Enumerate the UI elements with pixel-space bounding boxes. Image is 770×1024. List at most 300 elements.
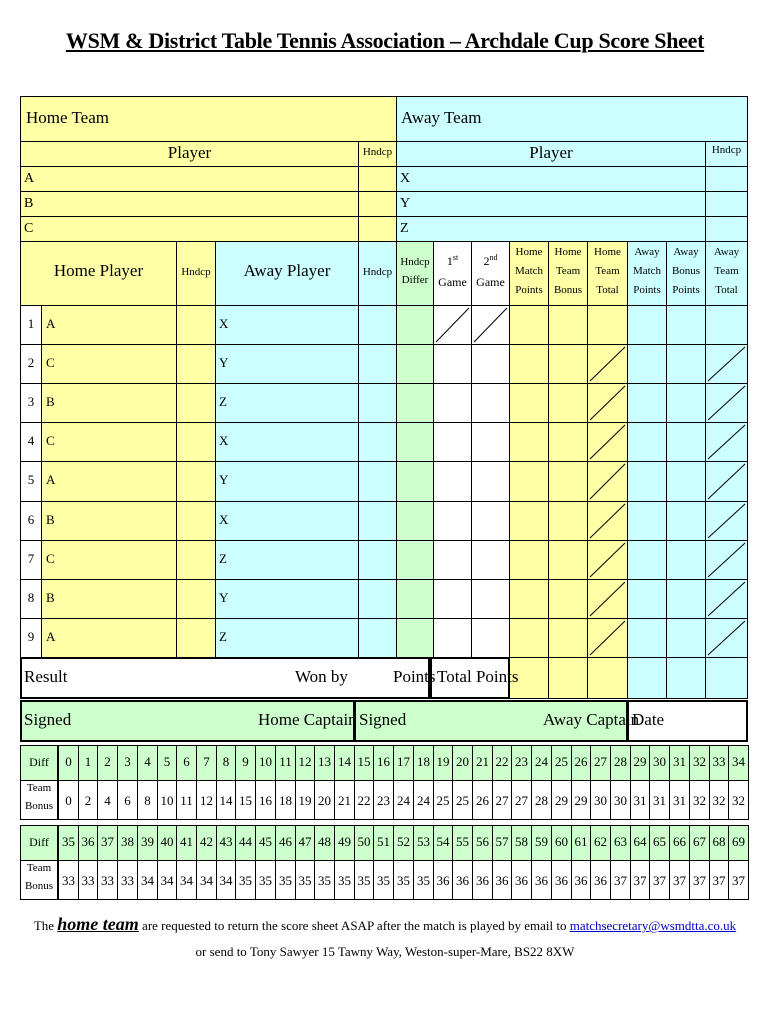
bonus-value: 36 <box>594 873 607 888</box>
hndcp-differ-cell[interactable] <box>396 305 434 345</box>
away-bonus-points-cell[interactable] <box>666 618 706 658</box>
home-match-points-label-3: Points <box>515 284 543 296</box>
away-match-points-cell[interactable] <box>627 344 667 384</box>
bonus-value: 31 <box>653 793 666 808</box>
home-player-letter: B <box>24 196 34 211</box>
bonus-value: 33 <box>121 873 134 888</box>
home-hndcp-cell[interactable] <box>176 344 216 384</box>
bonus-value: 30 <box>594 793 607 808</box>
bonus-value: 37 <box>633 873 647 888</box>
away-hndcp-cell[interactable] <box>358 383 397 423</box>
diff-value: 61 <box>574 834 588 849</box>
bonus-value: 24 <box>417 793 430 808</box>
bonus-value: 29 <box>555 793 568 808</box>
diff-value: 27 <box>594 754 607 769</box>
second-game-cell[interactable] <box>471 461 510 502</box>
first-game-label: Game <box>438 275 467 289</box>
void-diagonal <box>705 422 748 462</box>
home-hndcp-label: Hndcp <box>362 146 393 158</box>
void-diagonal <box>433 305 472 345</box>
bonus-value: 37 <box>614 873 627 888</box>
hndcp-differ-cell[interactable] <box>396 618 434 658</box>
diff-value: 30 <box>653 754 666 769</box>
diff-value: 45 <box>259 834 272 849</box>
second-game-number <box>471 253 510 269</box>
first-game-cell[interactable] <box>433 579 472 619</box>
diff-value: 13 <box>318 754 331 769</box>
away-hndcp-col-label: Hndcp <box>362 266 393 278</box>
home-player-row[interactable] <box>20 216 359 242</box>
away-player-row[interactable] <box>396 191 706 217</box>
away-hndcp-cell[interactable] <box>705 166 748 192</box>
home-team-bonus-cell[interactable] <box>548 422 588 462</box>
match-number: 4 <box>27 433 35 448</box>
diff-value: 49 <box>338 834 351 849</box>
diff-value: 35 <box>62 834 75 849</box>
bonus-value: 32 <box>693 793 706 808</box>
diff-value: 36 <box>81 834 95 849</box>
away-bonus-points-cell[interactable] <box>666 344 706 384</box>
match-away-letter: X <box>219 433 229 448</box>
home-player-cell[interactable] <box>41 461 177 502</box>
diff-value: 50 <box>357 834 371 849</box>
bonus-value: 36 <box>515 873 528 888</box>
void-diagonal <box>587 501 628 541</box>
away-hndcp-cell[interactable] <box>358 422 397 462</box>
match-home-letter: A <box>46 316 56 331</box>
diff-value: 54 <box>436 834 450 849</box>
away-team-label: Away Team <box>401 108 482 127</box>
home-match-points-cell[interactable] <box>509 422 549 462</box>
diff-value: 10 <box>259 754 272 769</box>
home-match-points-cell[interactable] <box>509 501 549 541</box>
away-match-points-cell[interactable] <box>627 618 667 658</box>
home-hndcp-cell[interactable] <box>176 305 216 345</box>
home-team-bonus-cell[interactable] <box>548 501 588 541</box>
bonus-value: 33 <box>81 873 95 888</box>
away-captain-label: Away Captain <box>543 710 640 729</box>
bonus-value: 34 <box>160 873 174 888</box>
diff-value: 69 <box>732 834 745 849</box>
away-player-row[interactable] <box>396 216 706 242</box>
diff-value: 14 <box>338 754 351 769</box>
diff-value: 52 <box>397 834 410 849</box>
diff-value: 68 <box>712 834 726 849</box>
diff-value: 25 <box>555 754 568 769</box>
home-team-total-label-3: Total <box>596 284 619 296</box>
away-bonus-points-label-1: Away <box>673 246 699 258</box>
result-row <box>20 657 430 699</box>
bonus-value: 37 <box>712 873 726 888</box>
away-player-col-label: Away Player <box>243 261 331 280</box>
home-hndcp-cell[interactable] <box>176 422 216 462</box>
away-hndcp-label: Hndcp <box>711 144 742 156</box>
diff-value: 6 <box>183 754 190 769</box>
away-match-points-cell[interactable] <box>627 383 667 423</box>
home-team-bonus-cell[interactable] <box>548 579 588 619</box>
away-result-total[interactable] <box>705 657 748 699</box>
away-team-total-label-2: Team <box>714 265 739 277</box>
home-player-letter: C <box>24 221 34 236</box>
void-diagonal <box>587 383 628 423</box>
diff-value: 17 <box>397 754 410 769</box>
diff-value: 32 <box>693 754 706 769</box>
home-player-cell[interactable] <box>41 540 177 580</box>
home-match-points-cell[interactable] <box>509 305 549 345</box>
team-bonus-label-1: Team <box>26 862 52 874</box>
game-number: 2 <box>483 254 490 268</box>
bonus-value: 24 <box>397 793 410 808</box>
away-bonus-points-cell[interactable] <box>666 422 706 462</box>
game-number: 1 <box>446 254 453 268</box>
away-bonus-points-cell[interactable] <box>666 383 706 423</box>
match-number: 5 <box>27 472 35 487</box>
diff-value: 48 <box>318 834 331 849</box>
away-player-cell[interactable] <box>215 383 359 423</box>
home-player-cell[interactable] <box>41 579 177 619</box>
home-team-bonus-cell[interactable] <box>548 461 588 502</box>
bonus-value: 31 <box>633 793 647 808</box>
void-diagonal <box>705 540 748 580</box>
second-game-cell[interactable] <box>471 579 510 619</box>
bonus-value: 32 <box>732 793 745 808</box>
diff-value: 26 <box>574 754 588 769</box>
bonus-value: 35 <box>239 873 252 888</box>
away-player-row[interactable] <box>396 166 706 192</box>
home-hndcp-cell[interactable] <box>176 461 216 502</box>
away-match-points-cell[interactable] <box>627 501 667 541</box>
home-hndcp-cell[interactable] <box>176 383 216 423</box>
bonus-value: 18 <box>279 793 292 808</box>
match-home-letter: C <box>46 433 55 448</box>
first-game-cell[interactable] <box>433 383 472 423</box>
match-number: 9 <box>27 629 35 644</box>
home-match-points-cell[interactable] <box>509 461 549 502</box>
void-diagonal <box>587 344 628 384</box>
away-player-letter: Y <box>400 196 411 211</box>
away-bonus-points-cell[interactable] <box>666 579 706 619</box>
away-bonus-points-cell[interactable] <box>666 540 706 580</box>
match-number: 6 <box>27 512 35 527</box>
away-bonus-points-cell[interactable] <box>666 501 706 541</box>
footer-address: Tony Sawyer 15 Tawny Way, Weston-super-Mare, BS22 8XW <box>249 944 575 959</box>
bonus-value: 35 <box>417 873 430 888</box>
diff-value: 64 <box>633 834 647 849</box>
bonus-value: 37 <box>673 873 686 888</box>
away-player-cell[interactable] <box>215 501 359 541</box>
hndcp-differ-cell[interactable] <box>396 344 434 384</box>
match-away-letter: Z <box>219 629 227 644</box>
home-match-points-cell[interactable] <box>509 579 549 619</box>
away-player-cell[interactable] <box>215 461 359 502</box>
home-team-total-label-1: Home <box>594 246 621 258</box>
bonus-value: 32 <box>712 793 726 808</box>
diff-value: 33 <box>712 754 726 769</box>
away-match-points-label-3: Points <box>633 284 661 296</box>
game-suffix: st <box>452 253 459 262</box>
diff-value: 5 <box>163 754 171 769</box>
diff-value: 0 <box>65 754 72 769</box>
away-bonus-points-label-2: Bonus <box>671 265 701 277</box>
home-player-label: Player <box>167 143 212 162</box>
home-hndcp-cell[interactable] <box>358 191 397 217</box>
home-match-points-cell[interactable] <box>509 383 549 423</box>
home-match-points-cell[interactable] <box>509 540 549 580</box>
away-player-label: Player <box>529 143 573 162</box>
home-hndcp-cell[interactable] <box>358 166 397 192</box>
away-team-total-label-3: Total <box>715 284 738 296</box>
bonus-value: 35 <box>377 873 390 888</box>
diff-value: 60 <box>555 834 568 849</box>
hndcp-differ-label-2: Differ <box>401 274 429 286</box>
bonus-value: 15 <box>239 793 252 808</box>
away-hndcp-cell[interactable] <box>358 501 397 541</box>
footer-line-1 <box>0 914 770 935</box>
match-away-letter: X <box>219 512 229 527</box>
second-game-cell[interactable] <box>471 501 510 541</box>
match-away-letter: Y <box>219 472 229 487</box>
away-player-letter: X <box>400 171 411 186</box>
away-hndcp-cell[interactable] <box>358 305 397 345</box>
away-hndcp-cell[interactable] <box>358 540 397 580</box>
second-game-cell[interactable] <box>471 540 510 580</box>
away-hndcp-cell[interactable] <box>358 579 397 619</box>
signed-away-label: Signed <box>359 710 407 729</box>
home-match-points-cell[interactable] <box>509 344 549 384</box>
bonus-value: 28 <box>535 793 548 808</box>
hndcp-differ-cell[interactable] <box>396 579 434 619</box>
second-game-cell[interactable] <box>471 344 510 384</box>
bonus-value: 36 <box>476 873 489 888</box>
away-match-points-label-2: Match <box>632 265 662 277</box>
first-game-cell[interactable] <box>433 501 472 541</box>
email-link[interactable]: matchsecretary@wsmdtta.co.uk <box>569 918 737 933</box>
bonus-value: 36 <box>456 873 469 888</box>
diff-value: 8 <box>222 754 230 769</box>
home-hndcp-cell[interactable] <box>176 618 216 658</box>
home-player-cell[interactable] <box>41 501 177 541</box>
second-game-cell[interactable] <box>471 383 510 423</box>
home-match-points-label-2: Match <box>514 265 544 277</box>
match-away-letter: Z <box>219 394 227 409</box>
home-player-cell[interactable] <box>41 618 177 658</box>
first-game-cell[interactable] <box>433 422 472 462</box>
diff-value: 40 <box>160 834 174 849</box>
home-hndcp-cell[interactable] <box>176 540 216 580</box>
bonus-value: 25 <box>436 793 450 808</box>
hndcp-differ-cell[interactable] <box>396 501 434 541</box>
footer-text-send: or send to <box>195 944 247 959</box>
bonus-value: 36 <box>436 873 450 888</box>
void-diagonal <box>705 618 748 658</box>
bonus-value: 35 <box>397 873 410 888</box>
void-diagonal <box>587 618 628 658</box>
away-match-points-cell[interactable] <box>627 540 667 580</box>
home-team-total-cell[interactable] <box>587 305 628 345</box>
second-game-label: Game <box>476 275 505 289</box>
diff-value: 62 <box>594 834 607 849</box>
home-hndcp-cell[interactable] <box>358 216 397 242</box>
points-label: Points <box>393 667 436 686</box>
first-game-cell[interactable] <box>433 540 472 580</box>
home-team-bonus-cell[interactable] <box>548 344 588 384</box>
match-number: 1 <box>27 316 35 331</box>
bonus-value: 35 <box>279 873 292 888</box>
total-points-label: Total Points <box>437 667 519 686</box>
away-hndcp-cell[interactable] <box>705 191 748 217</box>
away-team-total-cell[interactable] <box>705 305 748 345</box>
diff-value: 22 <box>495 754 509 769</box>
diff-value: 20 <box>456 754 469 769</box>
diff-value: 31 <box>673 754 686 769</box>
diff-value: 11 <box>279 754 292 769</box>
bonus-value: 29 <box>574 793 588 808</box>
first-game-cell[interactable] <box>433 618 472 658</box>
result-label: Result <box>24 667 68 686</box>
home-player-letter: A <box>24 171 35 186</box>
team-bonus-label-1: Team <box>26 782 52 794</box>
diff-value: 19 <box>436 754 450 769</box>
date-label: Date <box>632 710 665 729</box>
home-team-bonus-cell[interactable] <box>548 618 588 658</box>
void-diagonal <box>587 422 628 462</box>
first-game-cell[interactable] <box>433 461 472 502</box>
won-by-label: Won by <box>295 667 348 686</box>
bonus-value: 33 <box>101 873 114 888</box>
away-player-cell[interactable] <box>215 422 359 462</box>
diff-value: 21 <box>476 754 489 769</box>
home-team-bonus-label-1: Home <box>554 246 582 258</box>
second-game-cell[interactable] <box>471 422 510 462</box>
match-number: 8 <box>27 590 35 605</box>
away-match-points-cell[interactable] <box>627 422 667 462</box>
match-home-letter: A <box>46 629 56 644</box>
away-result-bonus[interactable] <box>666 657 706 699</box>
home-player-cell[interactable] <box>41 422 177 462</box>
diff-value: 16 <box>377 754 390 769</box>
bonus-value: 34 <box>219 873 233 888</box>
bonus-value: 35 <box>259 873 272 888</box>
diff-value: 37 <box>101 834 114 849</box>
diff-value: 7 <box>203 754 210 769</box>
away-match-points-cell[interactable] <box>627 461 667 502</box>
away-player-cell[interactable] <box>215 305 359 345</box>
home-team-bonus-cell[interactable] <box>548 305 588 345</box>
home-team-bonus-label-3: Bonus <box>553 284 583 296</box>
away-match-points-cell[interactable] <box>627 305 667 345</box>
away-bonus-points-cell[interactable] <box>666 461 706 502</box>
void-diagonal <box>705 383 748 423</box>
away-player-cell[interactable] <box>215 618 359 658</box>
bonus-value: 22 <box>357 793 371 808</box>
away-hndcp-cell[interactable] <box>358 344 397 384</box>
bonus-value: 6 <box>124 793 131 808</box>
bonus-value: 27 <box>495 793 509 808</box>
home-player-cell[interactable] <box>41 383 177 423</box>
home-player-cell[interactable] <box>41 344 177 384</box>
first-game-cell[interactable] <box>433 344 472 384</box>
diff-value: 38 <box>121 834 134 849</box>
home-result-total[interactable] <box>587 657 628 699</box>
diff-value: 4 <box>144 754 151 769</box>
away-hndcp-cell[interactable] <box>358 461 397 502</box>
match-number: 7 <box>27 551 35 566</box>
match-header-cell <box>471 241 510 306</box>
diff-value: 42 <box>200 834 213 849</box>
home-player-row[interactable] <box>20 191 359 217</box>
bonus-value: 21 <box>338 793 351 808</box>
match-home-letter: B <box>46 394 55 409</box>
footer-home-team: home team <box>57 914 139 934</box>
match-header-cell <box>433 241 472 306</box>
home-player-row[interactable] <box>20 166 359 192</box>
bonus-value: 10 <box>160 793 174 808</box>
footer-text-the: The <box>33 918 55 933</box>
diff-value: 44 <box>239 834 252 849</box>
footer-line-2 <box>0 944 770 960</box>
away-bonus-points-label-3: Points <box>672 284 700 296</box>
hndcp-differ-cell[interactable] <box>396 422 434 462</box>
bonus-value: 36 <box>574 873 588 888</box>
bonus-value: 37 <box>693 873 706 888</box>
void-diagonal <box>705 579 748 619</box>
diff-value: 39 <box>141 834 154 849</box>
match-home-letter: A <box>46 472 56 487</box>
diff-value: 1 <box>84 754 92 769</box>
home-hndcp-cell[interactable] <box>176 579 216 619</box>
game-suffix: nd <box>489 253 498 262</box>
void-diagonal <box>705 344 748 384</box>
hndcp-differ-cell[interactable] <box>396 540 434 580</box>
away-player-letter: Z <box>400 221 409 236</box>
bonus-value: 8 <box>144 793 151 808</box>
second-game-cell[interactable] <box>471 618 510 658</box>
diff-value: 41 <box>180 834 193 849</box>
away-player-cell[interactable] <box>215 540 359 580</box>
home-team-bonus-cell[interactable] <box>548 540 588 580</box>
bonus-value: 4 <box>104 793 111 808</box>
bonus-value: 33 <box>62 873 75 888</box>
away-result-points[interactable] <box>627 657 667 699</box>
match-home-letter: C <box>46 355 55 370</box>
hndcp-differ-cell[interactable] <box>396 461 434 502</box>
diff-value: 67 <box>693 834 706 849</box>
diff-label: Diff <box>29 835 49 849</box>
home-hndcp-cell[interactable] <box>176 501 216 541</box>
bonus-value: 14 <box>219 793 233 808</box>
hndcp-differ-label-1: Hndcp <box>400 256 430 268</box>
away-hndcp-cell[interactable] <box>358 618 397 658</box>
bonus-value: 37 <box>653 873 666 888</box>
away-match-points-cell[interactable] <box>627 579 667 619</box>
bonus-value: 37 <box>732 873 745 888</box>
match-away-letter: Y <box>219 590 229 605</box>
home-player-cell[interactable] <box>41 305 177 345</box>
bonus-value: 35 <box>318 873 331 888</box>
home-result-bonus[interactable] <box>548 657 588 699</box>
away-hndcp-cell[interactable] <box>705 216 748 242</box>
away-player-cell[interactable] <box>215 344 359 384</box>
bonus-value: 36 <box>535 873 548 888</box>
away-bonus-points-cell[interactable] <box>666 305 706 345</box>
diff-value: 59 <box>535 834 548 849</box>
home-player-col-label: Home Player <box>53 261 144 280</box>
away-player-cell[interactable] <box>215 579 359 619</box>
hndcp-differ-cell[interactable] <box>396 383 434 423</box>
home-team-bonus-cell[interactable] <box>548 383 588 423</box>
diff-value: 23 <box>515 754 528 769</box>
home-match-points-cell[interactable] <box>509 618 549 658</box>
